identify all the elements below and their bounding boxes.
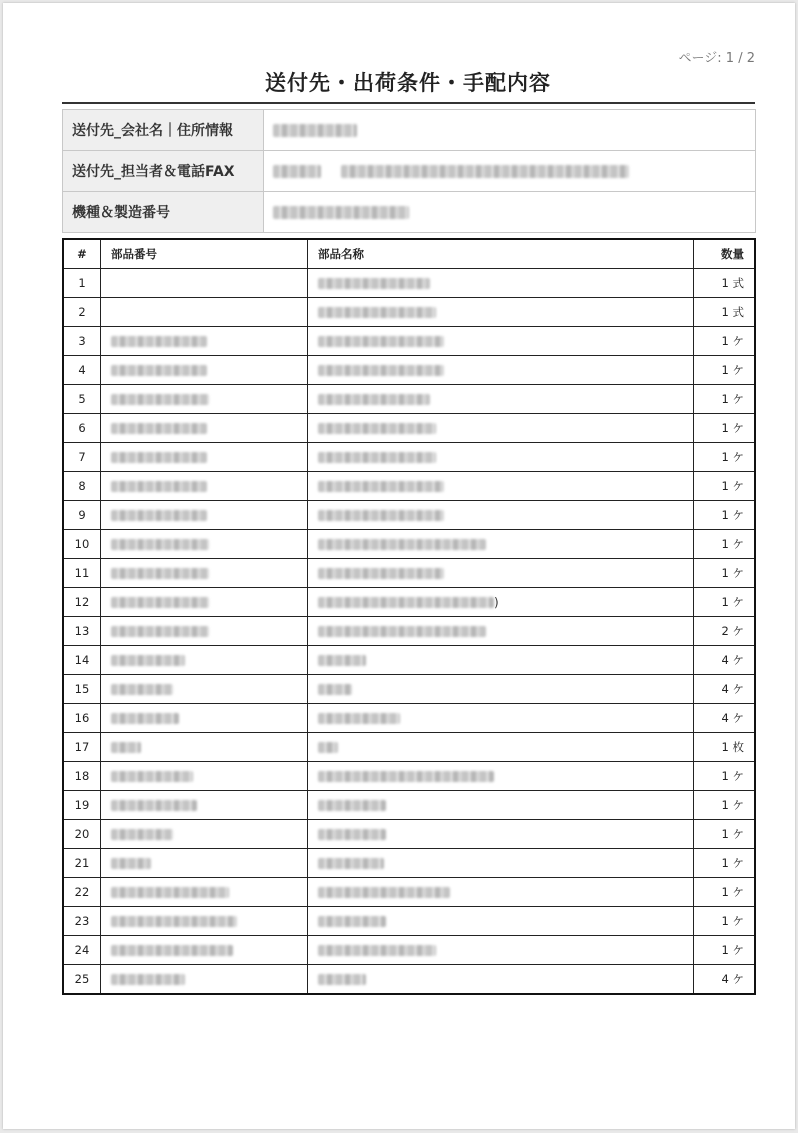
row-number: 21: [63, 849, 101, 878]
part-number-redacted: [101, 385, 308, 414]
table-row: [63, 501, 755, 530]
row-number: 4: [63, 356, 101, 385]
part-name-redacted: [308, 588, 694, 617]
table-row: [63, 675, 755, 704]
quantity-cell: 1 式: [694, 269, 756, 298]
table-row: [63, 559, 755, 588]
quantity-cell: 4 ケ: [694, 704, 756, 733]
row-number: 24: [63, 936, 101, 965]
part-name-redacted: [308, 443, 694, 472]
row-number: 15: [63, 675, 101, 704]
part-name-redacted: [308, 559, 694, 588]
company-label: 送付先_会社名｜住所情報: [63, 110, 264, 151]
part-name-redacted: [308, 385, 694, 414]
header-part-number: 部品番号: [101, 239, 308, 269]
table-row: [63, 530, 755, 559]
part-name-redacted: [308, 849, 694, 878]
row-number: 8: [63, 472, 101, 501]
table-row: [63, 356, 755, 385]
part-number-redacted: [101, 820, 308, 849]
table-row: [63, 704, 755, 733]
part-name-redacted: [308, 327, 694, 356]
title-divider: [62, 102, 755, 104]
part-number-redacted: [101, 559, 308, 588]
table-row: [63, 936, 755, 965]
row-number: 17: [63, 733, 101, 762]
row-number: 10: [63, 530, 101, 559]
quantity-cell: 1 ケ: [694, 849, 756, 878]
quantity-cell: 1 ケ: [694, 385, 756, 414]
model-value-redacted: [264, 192, 756, 233]
quantity-cell: 1 ケ: [694, 530, 756, 559]
parts-table: [62, 238, 756, 995]
part-name-redacted: [308, 356, 694, 385]
table-row: [63, 849, 755, 878]
header-quantity: 数量: [694, 239, 756, 269]
part-number-redacted: [101, 414, 308, 443]
part-name-redacted: [308, 878, 694, 907]
quantity-cell: 1 ケ: [694, 327, 756, 356]
quantity-cell: 1 ケ: [694, 356, 756, 385]
row-number: 6: [63, 414, 101, 443]
part-name-redacted: [308, 704, 694, 733]
part-name-redacted: [308, 530, 694, 559]
part-number-redacted: [101, 762, 308, 791]
quantity-cell: 1 ケ: [694, 472, 756, 501]
row-number: 9: [63, 501, 101, 530]
table-row: [63, 646, 755, 675]
header-no: #: [63, 239, 101, 269]
row-number: 22: [63, 878, 101, 907]
info-row-company: [63, 110, 756, 151]
table-row: [63, 878, 755, 907]
row-number: 5: [63, 385, 101, 414]
table-row: [63, 762, 755, 791]
quantity-cell: 1 ケ: [694, 559, 756, 588]
row-number: 18: [63, 762, 101, 791]
row-number: 7: [63, 443, 101, 472]
part-name-redacted: [308, 269, 694, 298]
part-number-redacted: [101, 965, 308, 995]
part-number-redacted: [101, 791, 308, 820]
part-number-redacted: [101, 269, 308, 298]
quantity-cell: 1 枚: [694, 733, 756, 762]
part-number-redacted: [101, 878, 308, 907]
table-row: [63, 791, 755, 820]
quantity-cell: 4 ケ: [694, 675, 756, 704]
part-name-redacted: [308, 675, 694, 704]
document-page: [3, 3, 795, 1129]
part-number-redacted: [101, 936, 308, 965]
row-number: 12: [63, 588, 101, 617]
quantity-cell: 2 ケ: [694, 617, 756, 646]
company-value-redacted: [264, 110, 756, 151]
quantity-cell: 4 ケ: [694, 965, 756, 995]
quantity-cell: 1 ケ: [694, 762, 756, 791]
table-row: [63, 907, 755, 936]
part-number-redacted: [101, 675, 308, 704]
page-indicator: ページ: 1 / 2: [678, 51, 755, 66]
table-row: [63, 733, 755, 762]
quantity-cell: 1 式: [694, 298, 756, 327]
part-number-redacted: [101, 501, 308, 530]
quantity-cell: 1 ケ: [694, 588, 756, 617]
row-number: 19: [63, 791, 101, 820]
info-row-contact: [63, 151, 756, 192]
part-name-redacted: [308, 762, 694, 791]
row-number: 25: [63, 965, 101, 995]
quantity-cell: 1 ケ: [694, 791, 756, 820]
table-row: [63, 298, 755, 327]
part-name-redacted: [308, 936, 694, 965]
part-number-redacted: [101, 646, 308, 675]
part-name-redacted: [308, 298, 694, 327]
part-name-redacted: [308, 646, 694, 675]
table-row: [63, 269, 755, 298]
part-name-redacted: [308, 820, 694, 849]
part-number-redacted: [101, 443, 308, 472]
part-number-redacted: [101, 704, 308, 733]
quantity-cell: 4 ケ: [694, 646, 756, 675]
shipping-info-table: [62, 109, 756, 233]
part-name-redacted: [308, 501, 694, 530]
row-number: 14: [63, 646, 101, 675]
row-number: 13: [63, 617, 101, 646]
part-number-redacted: [101, 327, 308, 356]
part-name-tail: ): [494, 595, 499, 610]
part-number-redacted: [101, 356, 308, 385]
part-number-redacted: [101, 849, 308, 878]
row-number: 20: [63, 820, 101, 849]
part-number-redacted: [101, 617, 308, 646]
part-number-redacted: [101, 530, 308, 559]
contact-value-redacted: [264, 151, 756, 192]
table-row: [63, 588, 755, 617]
row-number: 3: [63, 327, 101, 356]
model-label: 機種＆製造番号: [63, 192, 264, 233]
table-row: [63, 443, 755, 472]
row-number: 16: [63, 704, 101, 733]
part-name-redacted: [308, 791, 694, 820]
row-number: 23: [63, 907, 101, 936]
parts-table-header: [63, 239, 755, 269]
page-title: 送付先・出荷条件・手配内容: [265, 71, 551, 95]
quantity-cell: 1 ケ: [694, 414, 756, 443]
part-number-redacted: [101, 733, 308, 762]
contact-label: 送付先_担当者＆電話FAX: [63, 151, 264, 192]
row-number: 11: [63, 559, 101, 588]
quantity-cell: 1 ケ: [694, 443, 756, 472]
part-number-redacted: [101, 588, 308, 617]
part-name-redacted: [308, 965, 694, 995]
header-part-name: 部品名称: [308, 239, 694, 269]
quantity-cell: 1 ケ: [694, 820, 756, 849]
row-number: 1: [63, 269, 101, 298]
part-number-redacted: [101, 472, 308, 501]
quantity-cell: 1 ケ: [694, 936, 756, 965]
table-row: [63, 472, 755, 501]
table-row: [63, 385, 755, 414]
table-row: [63, 617, 755, 646]
quantity-cell: 1 ケ: [694, 878, 756, 907]
info-row-model: [63, 192, 756, 233]
table-row: [63, 965, 755, 995]
part-number-redacted: [101, 907, 308, 936]
table-row: [63, 327, 755, 356]
part-name-redacted: [308, 617, 694, 646]
quantity-cell: 1 ケ: [694, 907, 756, 936]
part-number-redacted: [101, 298, 308, 327]
part-name-redacted: [308, 472, 694, 501]
part-name-redacted: [308, 414, 694, 443]
table-row: [63, 820, 755, 849]
part-name-redacted: [308, 907, 694, 936]
table-row: [63, 414, 755, 443]
quantity-cell: 1 ケ: [694, 501, 756, 530]
row-number: 2: [63, 298, 101, 327]
part-name-redacted: [308, 733, 694, 762]
